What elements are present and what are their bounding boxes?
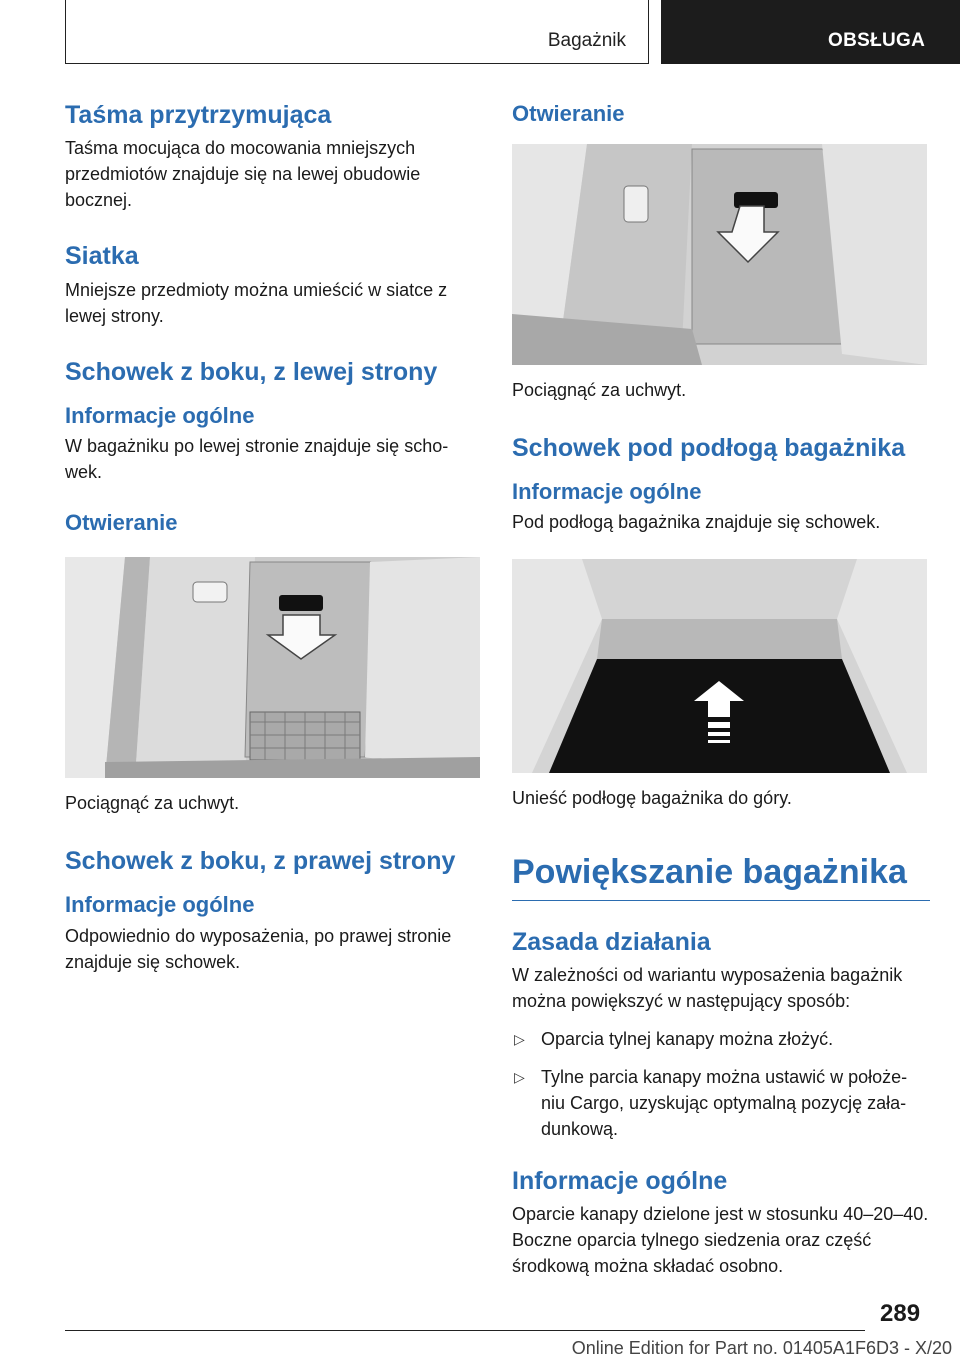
heading-siatka: Siatka: [65, 242, 139, 271]
list-item: [512, 1064, 930, 1142]
caption-figure-right: Pociągnąć za uchwyt.: [512, 379, 687, 400]
text-tasma: Taśma mocująca do mocowania mniejszych przedmiotów znajduje się na lewej obudowie bocznej.: [65, 138, 421, 211]
header-chapter-tab: OBSŁUGA: [661, 0, 960, 64]
heading-tasma: Taśma przytrzymująca: [65, 101, 332, 129]
triangle-bullet-icon: ▷: [514, 1031, 525, 1047]
footer-edition: Online Edition for Part no. 01405A1F6D3 - X/20: [571, 1338, 952, 1358]
text-info-4: Oparcie kanapy dzielone jest w stosunku 40–20–40. Boczne oparcia tylnego siedzenia oraz część środkową można składać osobno.: [512, 1204, 929, 1277]
subheading-info-ogolne-1: Informacje ogólne: [65, 402, 255, 428]
bullet-list: [512, 1026, 930, 1142]
subheading-info-ogolne-2: Informacje ogólne: [65, 892, 255, 917]
text-zasada: W zależności od wariantu wyposażenia bagażnik można powiększyć w następujący sposób:: [512, 965, 903, 1011]
figure-right-compartment: [512, 144, 927, 365]
figure-floor-compartment: [512, 559, 927, 773]
subheading-otwieranie-2: Otwieranie: [512, 101, 625, 126]
header-section-title: Bagażnik: [547, 30, 626, 51]
page-number: 289: [880, 1300, 921, 1327]
heading-schowek-pod: Schowek pod podłogą bagażnika: [512, 433, 906, 462]
heading-zasada-dzialania: Zasada działania: [512, 927, 711, 956]
footer-divider: [65, 1330, 865, 1331]
text-schowek-pod: Pod podłogą bagażnika znajduje się schowek.: [512, 512, 881, 533]
subheading-otwieranie-1: Otwieranie: [65, 510, 178, 536]
heading-schowek-prawy: Schowek z boku, z prawej strony: [65, 846, 456, 875]
caption-figure-left: Pociągnąć za uchwyt.: [65, 792, 240, 813]
subheading-info-ogolne-3: Informacje ogólne: [512, 478, 702, 504]
heading-powiekszanie: Powiększanie bagażnika: [512, 851, 930, 901]
left-column: [65, 100, 485, 975]
text-schowek-lewy: W bagażniku po lewej stronie znajduje się scho‐wek.: [65, 436, 449, 483]
text-schowek-prawy: Odpowiednio do wyposażenia, po prawej stronie znajduje się schowek.: [65, 925, 452, 972]
figure-left-compartment: [65, 557, 480, 778]
heading-info-ogolne-4: Informacje ogólne: [512, 1167, 728, 1195]
list-item: [512, 1026, 930, 1052]
list-item-text: Tylne parcia kanapy można ustawić w położe‐niu Cargo, uzyskując optymalną pozycję zała‐dunkową.: [541, 1067, 908, 1139]
list-item-text: Oparcia tylnej kanapy można złożyć.: [541, 1029, 834, 1049]
header-section-box: [65, 0, 649, 64]
heading-schowek-lewy: Schowek z boku, z lewej strony: [65, 357, 438, 386]
caption-figure-floor: Unieść podłogę bagażnika do góry.: [512, 788, 792, 809]
right-column: [512, 100, 930, 1279]
triangle-bullet-icon: ▷: [514, 1069, 525, 1085]
text-siatka: Mniejsze przedmioty można umieścić w siatce z lewej strony.: [65, 279, 448, 326]
